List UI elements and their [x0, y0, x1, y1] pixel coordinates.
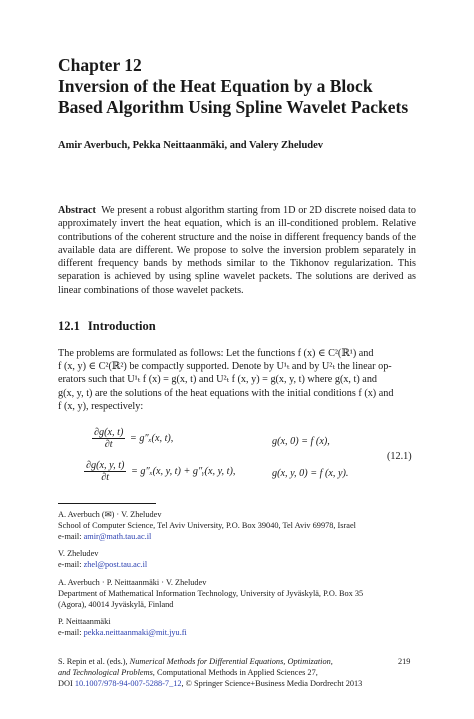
- citation-book-title: Numerical Methods for Differential Equations, Optimization,: [129, 657, 333, 666]
- eq1-numerator: ∂g(x, t): [94, 427, 124, 438]
- page-number: 219: [398, 657, 411, 666]
- footnote-affiliation-1: [58, 510, 418, 542]
- footnote-names: P. Neittaanmäki: [58, 617, 111, 626]
- equation-1: [92, 427, 173, 450]
- footnote-names: A. Averbuch · P. Neittaanmäki · V. Zheludev: [58, 578, 207, 587]
- copyright: , © Springer Science+Business Media Dordrecht 2013: [181, 678, 363, 688]
- footnote-affiliation: School of Computer Science, Tel Aviv University, P.O. Box 39040, Tel Aviv 69978, Israel: [58, 520, 356, 530]
- citation-series: , Computational Methods in Applied Sciences 27,: [152, 667, 318, 677]
- citation-block: [58, 657, 416, 689]
- section-title: Introduction: [87, 319, 156, 333]
- footnote-rule: [58, 503, 156, 504]
- authors: Amir Averbuch, Pekka Neittaanmäki, and Valery Zheludev: [58, 140, 324, 151]
- footnote-names: V. Zheludev: [58, 549, 99, 558]
- intro-line: f (x, y), respectively:: [58, 400, 144, 412]
- email-label: e-mail:: [58, 531, 84, 541]
- doi-label: DOI: [58, 678, 75, 688]
- citation-editors: S. Repin et al. (eds.),: [58, 657, 130, 666]
- eq1-initial-condition: [272, 436, 330, 447]
- intro-line: g(x, y, t) are the solutions of the heat equations with the initial conditions f (x) and: [58, 387, 394, 399]
- email-label: e-mail:: [58, 559, 84, 569]
- email-link[interactable]: amir@math.tau.ac.il: [83, 531, 152, 541]
- abstract-heading: Abstract: [58, 205, 96, 216]
- eq1-denominator: ∂t: [104, 439, 113, 450]
- intro-paragraph: [58, 347, 416, 413]
- email-label: e-mail:: [58, 627, 84, 637]
- footnote-affiliation-2: [58, 549, 418, 571]
- footnote-affiliation-3: [58, 578, 418, 610]
- intro-line: f (x, y) ∈ C²(ℝ²) be compactly supported. Denote by U¹ₜ and by U²ₜ the linear op-: [58, 361, 392, 373]
- chapter-label: Chapter 12: [58, 55, 142, 75]
- footnote-affiliation: Department of Mathematical Information Technology, University of Jyväskylä, P.O. Box 35: [58, 588, 364, 598]
- intro-line: erators such that U¹ₜ f (x) = g(x, t) and U²ₜ f (x, y) = g(x, y, t) where g(x, t) and: [58, 374, 378, 386]
- equation-2: [84, 460, 235, 483]
- eq2-initial-condition: [272, 468, 348, 479]
- doi-link[interactable]: 10.1007/978-94-007-5288-7_12: [74, 678, 182, 688]
- abstract-text: We present a robust algorithm starting from 1D or 2D discrete noised data to approximately invert the heat equation, which is an ill-conditioned problem. Relative contributions of the coherent structure and the noise in different frequency bands of the available data are different. We propose to solve the inversion problem separately in different frequency bands by methods similar to the Tikhonov regularization. This separation is achieved by using spline wavelet packets. The solutions are derived as linear combinations of those wavelet packets.: [58, 205, 416, 296]
- email-link[interactable]: pekka.neittaanmaki@mit.jyu.fi: [83, 627, 187, 637]
- eq2-denominator: ∂t: [101, 472, 110, 483]
- email-link[interactable]: zhel@post.tau.ac.il: [83, 559, 148, 569]
- eq2-ic-text: g(x, y, 0) = f (x, y).: [272, 468, 349, 479]
- eq2-numerator: ∂g(x, y, t): [86, 460, 125, 471]
- footnote-affiliation-4: [58, 617, 418, 639]
- section-heading: [58, 319, 156, 334]
- section-number: 12.1: [58, 319, 80, 333]
- footnote-names: A. Averbuch (✉) · V. Zheludev: [58, 510, 162, 519]
- citation-book-title-cont: and Technological Problems: [58, 667, 153, 677]
- footnote-affiliation: (Agora), 40014 Jyväskylä, Finland: [58, 599, 174, 609]
- eq1-ic-text: g(x, 0) = f (x),: [272, 436, 330, 447]
- chapter-title: Inversion of the Heat Equation by a Block Based Algorithm Using Spline Wavelet Packets: [58, 76, 409, 117]
- equation-number: (12.1): [387, 451, 412, 462]
- eq2-rhs: = g″ₓ(x, y, t) + g″ᵧ(x, y, t),: [130, 465, 236, 477]
- eq1-rhs: = g″ₓ(x, t),: [129, 432, 174, 444]
- abstract: [58, 204, 416, 297]
- intro-line: The problems are formulated as follows: Let the functions f (x) ∈ C²(ℝ¹) and: [58, 348, 374, 359]
